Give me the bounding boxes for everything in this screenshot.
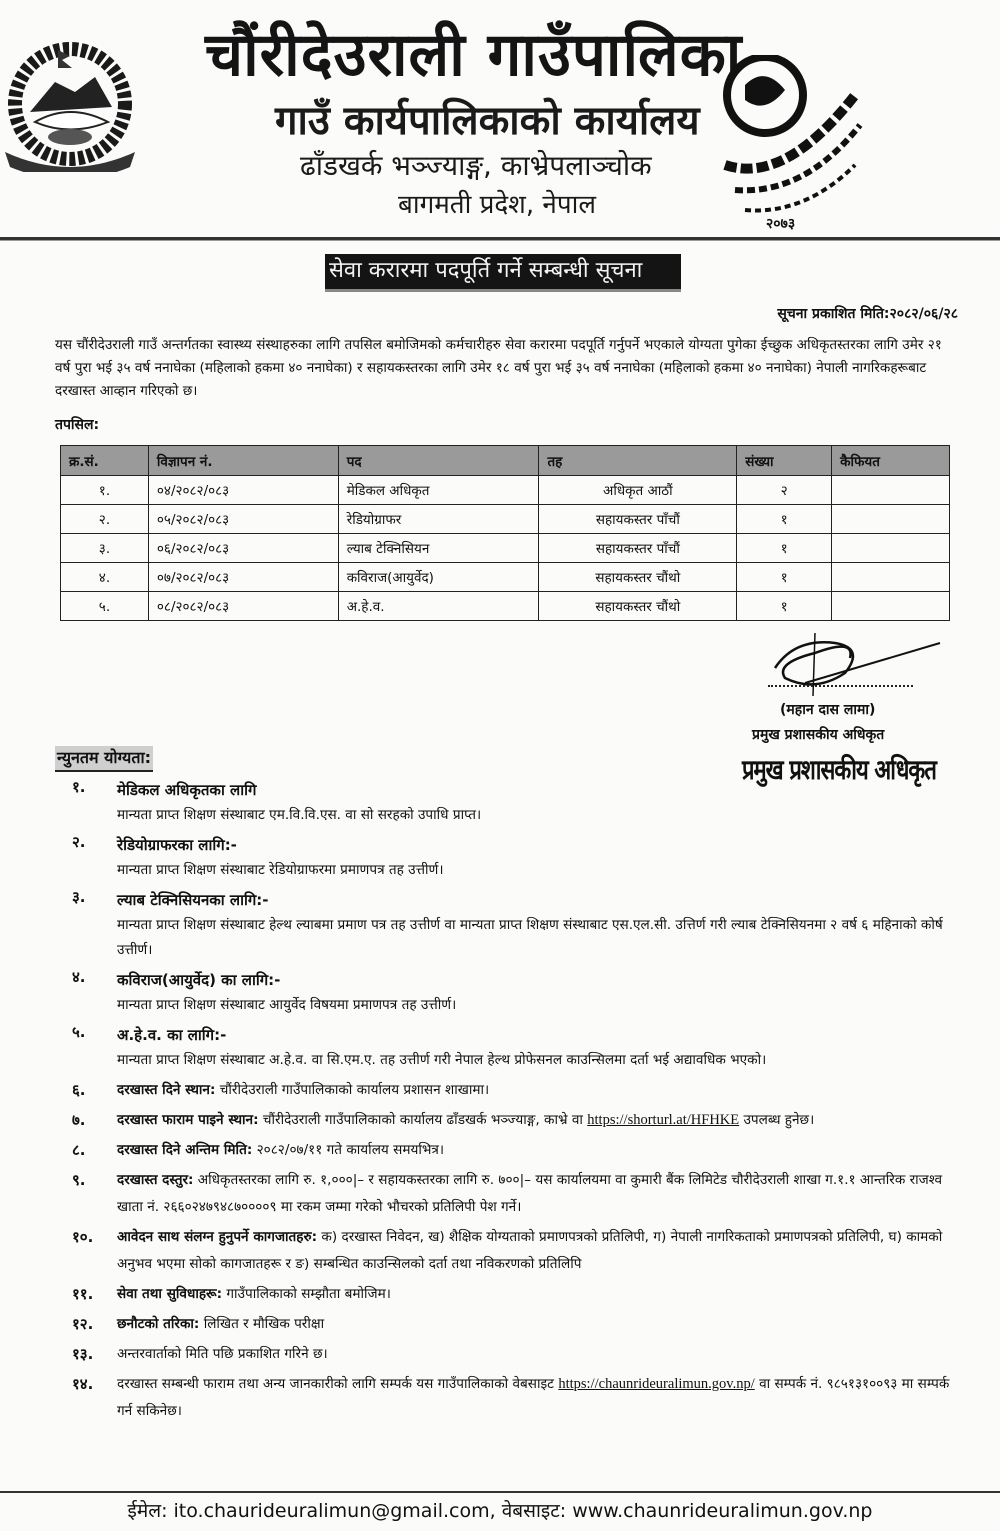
col-post: पद [338,446,539,476]
item-text-after: वा सम्पर्क नं. ९८५१३१००९३ मा सम्पर्क गर्न सकिनेछ। [117,1376,950,1419]
item-number: १३. [72,1345,94,1363]
col-remark: कैफियत [832,446,950,476]
cell-count: १ [737,534,832,563]
item-heading: मेडिकल अधिकृतका लागि [117,781,257,799]
nepal-emblem-icon [0,42,140,172]
cell-count: १ [737,592,832,621]
item-heading: रेडियोग्राफरका लागि:- [117,836,237,854]
cell-count: २ [737,476,832,505]
table-row [61,592,950,621]
signature-icon [755,628,945,698]
intro-paragraph: यस चौंरीदेउराली गाउँ अन्तर्गतका स्वास्थ्य संस्थाहरुका लागि तपसिल बमोजिमको कर्मचारीहरु सेवा करारमा पदपूर्ति गर्नुपर्ने भएकाले योग्यता पुगेका ईच्छुक अधिकृतस्तरका लागि उमेर २१ वर्ष पुरा भई ३५ वर्ष ननाघेका (महिलाको हकमा ४० ननाघेका) र सहायकस्तरका लागि उमेर १८ वर्ष पुरा भई ३५ वर्ष ननाघेका (महिलाको हकमा ४० ननाघेका) नेपाली नागरिकहरूबाट दरखास्त आव्हान गरिएको छ। [55,337,942,399]
cell-sn: २. [61,505,149,534]
cell-level: सहायकस्तर चौंथो [539,563,737,592]
item-label: सेवा तथा सुविधाहरू: [117,1286,223,1302]
publish-date-label: सूचना प्रकाशित मिति: [777,306,890,322]
item-body: मान्यता प्राप्त शिक्षण संस्थाबाट एम.वि.वि.एस. वा सो सरहको उपाधि प्राप्त। [117,807,482,823]
item-number: ९. [72,1171,86,1189]
vacancy-table [60,445,950,621]
cell-remark [832,563,950,592]
item-number: १२. [72,1315,94,1333]
item-body: मान्यता प्राप्त शिक्षण संस्थाबाट हेल्थ ल्याबमा प्रमाण पत्र तह उत्तीर्ण वा मान्यता प्राप्त शिक्षण संस्थाबाट एस.एल.सी. उत्तिर्ण गरी ल्याब टेक्निसियनमा २ वर्ष ६ महिनाको कोर्ष उत्तीर्ण। [117,917,943,958]
item-text: अधिकृतस्तरका लागि रु. १,०००|– र सहायकस्तरका लागि रु. ७००|– यस कार्यालयमा वा कुमारी बैंक लिमिटेड चौरीदेउराली शाखा ग.१.१ आन्तरिक राजश्व खाता नं. २६६०२४७९४८७००००९ मा रकम जम्मा गरेको भौचरको प्रतिलिपी पेश गर्ने। [117,1172,943,1215]
item-label: दरखास्त फाराम पाइने स्थान: [117,1112,259,1128]
item-body: मान्यता प्राप्त शिक्षण संस्थाबाट अ.हे.व. वा सि.एम.ए. तह उत्तीर्ण गरी नेपाल हेल्थ प्रोफेसनल काउन्सिलमा दर्ता भई अद्यावधिक भएको। [117,1052,767,1068]
item-label: दरखास्त दिने अन्तिम मिति: [117,1142,253,1158]
cell-post: मेडिकल अधिकृत [338,476,539,505]
cell-count: १ [737,505,832,534]
qualification-item [72,1022,962,1073]
general-item-selection [72,1311,962,1338]
cell-level: सहायकस्तर पाँचौं [539,534,737,563]
notice-title: सेवा करारमा पदपूर्ति गर्ने सम्बन्धी सूचना [325,254,681,292]
table-row [61,476,950,505]
item-heading: कविराज(आयुर्वेद) का लागि:- [117,971,281,989]
cell-post: अ.हे.व. [338,592,539,621]
item-label: दरखास्त दिने स्थान: [117,1082,216,1098]
qualification-item [72,967,962,1018]
publish-date [777,304,958,323]
item-body: मान्यता प्राप्त शिक्षण संस्थाबाट रेडियोग्राफरमा प्रमाणपत्र तह उत्तीर्ण। [117,862,444,878]
item-label: दरखास्त दस्तुर: [117,1172,194,1188]
item-heading: अ.हे.व. का लागि:- [117,1026,227,1044]
item-number: १०. [72,1228,94,1246]
item-number: ५. [72,1023,86,1041]
item-text: २०८२/०७/११ गते कार्यालय समयभित्र। [252,1142,445,1158]
item-text: अन्तरवार्ताको मिति पछि प्रकाशित गरिने छ। [117,1346,328,1362]
signatory-title: प्रमुख प्रशासकीय अधिकृत [752,727,885,743]
cell-remark [832,592,950,621]
signatory-stamp: प्रमुख प्रशासकीय अधिकृत [742,755,936,787]
item-body: मान्यता प्राप्त शिक्षण संस्थाबाट आयुर्वेद विषयमा प्रमाणपत्र तह उत्तीर्ण। [117,997,457,1013]
footer-contact: ईमेल: ito.chaurideuralimun@gmail.com, वेबसाइट: www.chaunrideuralimun.gov.np [127,1500,873,1522]
item-number: ४. [72,968,86,986]
website-link[interactable]: https://chaunrideuralimun.gov.np/ [558,1376,755,1392]
cell-count: १ [737,563,832,592]
cell-post: कविराज(आयुर्वेद) [338,563,539,592]
item-number: ७. [72,1111,86,1129]
cell-post: रेडियोग्राफर [338,505,539,534]
item-text: चौंरीदेउराली गाउँपालिकाको कार्यालय ढाँडखर्क भञ्ज्याङ्ग, काभ्रे वा [258,1112,588,1128]
qualification-item [72,777,962,828]
footer-divider [0,1491,1000,1493]
item-label: आवेदन साथ संलग्न हुनुपर्ने कागजातहरु: [117,1229,318,1245]
municipality-title: चौंरीदेउराली गाउँपालिका [205,20,743,90]
col-adv-no: विज्ञापन नं. [148,446,338,476]
cell-level: सहायकस्तर पाँचौं [539,505,737,534]
item-text: लिखित र मौखिक परीक्षा [199,1316,325,1332]
general-item-contact [72,1371,962,1425]
stamp-year: २०७३ [766,216,796,232]
form-link[interactable]: https://shorturl.at/HFHKE [587,1112,740,1128]
cell-sn: ३. [61,534,149,563]
general-item-application-place [72,1077,962,1104]
table-row [61,534,950,563]
cell-adv-no: ०७/२०८२/०८३ [148,563,338,592]
office-title: गाउँ कार्यपालिकाको कार्यालय [275,98,700,144]
item-number: ३. [72,888,86,906]
cell-adv-no: ०५/२०८२/०८३ [148,505,338,534]
general-item-fee [72,1167,962,1221]
general-item-benefits [72,1281,962,1308]
cell-remark [832,534,950,563]
notice-items [72,777,962,1428]
cell-remark [832,476,950,505]
item-number: २. [72,833,86,851]
office-province: बागमती प्रदेश, नेपाल [398,190,596,220]
col-sn: क्र.सं. [61,446,149,476]
item-number: १४. [72,1375,94,1393]
office-stamp-icon [705,55,865,235]
item-text: दरखास्त सम्बन्धी फाराम तथा अन्य जानकारीको लागि सम्पर्क यस गाउँपालिकाको वेबसाइट [117,1376,559,1392]
general-item-deadline [72,1137,962,1164]
item-number: ६. [72,1081,86,1099]
cell-level: सहायकस्तर चौंथो [539,592,737,621]
schedule-label: तपसिल: [55,417,100,433]
item-text: चौंरीदेउराली गाउँपालिकाको कार्यालय प्रशासन शाखामा। [215,1082,490,1098]
cell-adv-no: ०८/२०८२/०८३ [148,592,338,621]
cell-adv-no: ०६/२०८२/०८३ [148,534,338,563]
table-row [61,563,950,592]
item-text-after: उपलब्ध हुनेछ। [739,1112,815,1128]
general-item-form-location [72,1107,962,1134]
item-number: ११. [72,1285,94,1303]
item-text: क) दरखास्त निवेदन, ख) शैक्षिक योग्यताको प्रमाणपत्रको प्रतिलिपी, ग) नेपाली नागरिकताको प्रमाणपत्रको प्रतिलिपी, घ) कामको अनुभव भएमा सोको कागजातहरू र ङ) सम्बन्धित काउन्सिलको दर्ता तथा नविकरणको प्रतिलिपि [117,1229,943,1272]
table-header-row [61,446,950,476]
cell-remark [832,505,950,534]
cell-sn: ४. [61,563,149,592]
qualifications-heading: न्युनतम योग्यता: [55,746,153,772]
publish-date-value: २०८२/०६/२८ [889,306,958,322]
table-row [61,505,950,534]
office-address: ढाँडखर्क भञ्ज्याङ्ग, काभ्रेपलाञ्चोक [300,149,652,182]
signatory-name: (महान दास लामा) [780,702,876,718]
general-item-interview [72,1341,962,1368]
item-number: १. [72,778,86,796]
cell-sn: ५. [61,592,149,621]
qualification-item [72,832,962,883]
cell-level: अधिकृत आठौं [539,476,737,505]
general-item-documents [72,1224,962,1278]
cell-post: ल्याब टेक्निसियन [338,534,539,563]
signature-line [768,685,913,687]
item-number: ८. [72,1141,86,1159]
item-text: गाउँपालिकाको सम्झौता बमोजिम। [222,1286,391,1302]
cell-sn: १. [61,476,149,505]
cell-adv-no: ०४/२०८२/०८३ [148,476,338,505]
item-heading: ल्याब टेक्निसियनका लागि:- [117,891,269,909]
item-label: छनौटको तरिका: [117,1316,200,1332]
col-count: संख्या [737,446,832,476]
header-divider [0,237,1000,241]
col-level: तह [539,446,737,476]
qualification-item [72,887,962,963]
